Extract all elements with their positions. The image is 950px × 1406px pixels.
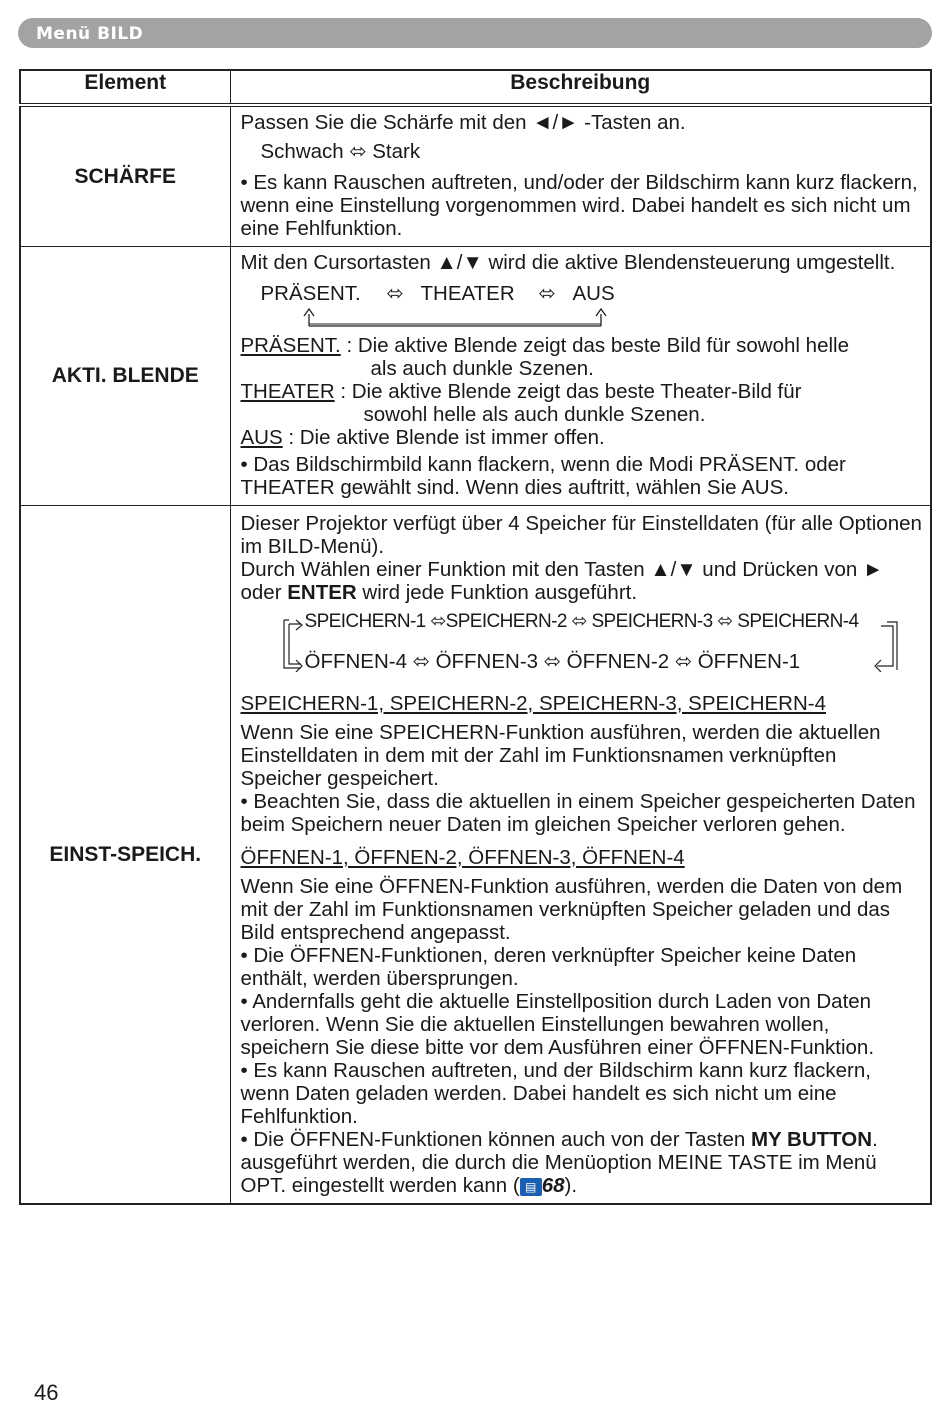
desc-text: sowohl helle als auch dunkle Szenen.	[363, 403, 706, 426]
cycle-row-save: SPEICHERN-1 ⬄SPEICHERN-2 ⬄ SPEICHERN-3 ⬄ SPEICHERN-4	[304, 611, 859, 632]
desc-text: Mit den Cursortasten ▲/▼ wird die aktive Blendensteuerung umgestellt.	[240, 251, 896, 274]
element-name: SCHÄRFE	[20, 105, 230, 247]
desc-text: wird jede Funktion ausgeführt.	[356, 581, 638, 604]
desc-text: als auch dunkle Szenen.	[370, 357, 594, 380]
mode-label: AUS	[240, 426, 283, 449]
my-button-label: MY BUTTON	[750, 1128, 873, 1151]
cycle-item: AUS	[572, 282, 615, 305]
element-description	[230, 247, 931, 506]
note-text: • Es kann Rauschen auftreten, und der Bildschirm kann kurz flackern, wenn Daten geladen werden. Dabei handelt es sich nicht um eine Fehlfunktion.	[240, 1059, 871, 1128]
desc-text: Dieser Projektor verfügt über 4 Speicher für Einstelldaten (für alle Optionen im BILD-Menü).	[240, 512, 922, 558]
cycle-diagram	[241, 604, 923, 674]
table-header-row	[20, 70, 931, 105]
note-text: • Beachten Sie, dass die aktuellen in einem Speicher gespeicherten Daten beim Speichern neuer Daten im gleichen Speicher verloren gehen.	[240, 790, 916, 836]
element-name: AKTI. BLENDE	[20, 247, 230, 506]
menu-table	[19, 69, 932, 1205]
note-text: • Andernfalls geht die aktuelle Einstellposition durch Laden von Daten verloren. Wenn Sie die aktuellen Einstellungen bewahren wollen, speichern Sie diese bitte vor dem Ausführen einer ÖFFNEN-Funktion.	[240, 990, 875, 1059]
col-header-description: Beschreibung	[230, 70, 931, 105]
section-banner	[18, 18, 932, 48]
cycle-row-open: ÖFFNEN-4 ⬄ ÖFFNEN-3 ⬄ ÖFFNEN-2 ⬄ ÖFFNEN-1	[304, 650, 801, 673]
section-title: Menü BILD	[36, 24, 144, 44]
desc-text: Passen Sie die Schärfe mit den ◄/► -Tasten an.	[240, 111, 686, 134]
desc-text: Schwach ⬄ Stark	[260, 140, 421, 163]
element-description	[230, 506, 931, 1205]
note-text: • Es kann Rauschen auftreten, und/oder der Bildschirm kann kurz flackern, wenn eine Einstellung vorgenommen wird. Dabei handelt es sich nicht um eine Fehlfunktion.	[240, 171, 918, 240]
page-number: 46	[34, 1380, 59, 1405]
subheading-save: SPEICHERN-1, SPEICHERN-2, SPEICHERN-3, SPEICHERN-4	[240, 692, 827, 715]
element-description	[230, 105, 931, 247]
note-text: • Die ÖFFNEN-Funktionen, deren verknüpfter Speicher keine Daten enthält, werden übersprungen.	[240, 944, 857, 990]
desc-text: : Die aktive Blende zeigt das beste Theater-Bild für	[334, 380, 802, 403]
mode-label: PRÄSENT.	[240, 334, 341, 357]
element-name: EINST-SPEICH.	[20, 506, 230, 1205]
enter-key-label: ENTER	[287, 581, 357, 604]
cycle-return-arrow	[301, 308, 611, 330]
note-text: ).	[564, 1174, 578, 1197]
table-row	[20, 247, 931, 506]
desc-text: : Die aktive Blende zeigt das beste Bild für sowohl helle	[340, 334, 849, 357]
desc-text: Durch Wählen einer Funktion mit den Tasten ▲/▼ und Drücken von ► oder	[240, 558, 884, 604]
desc-text: Wenn Sie eine SPEICHERN-Funktion ausführen, werden die aktuellen Einstelldaten in dem mit der Zahl im Funktionsnamen verknüpften Speicher gespeichert.	[240, 721, 881, 790]
note-text: . ausgeführt werden, die durch die Menüoption MEINE TASTE im Menü OPT. eingestellt werden kann (	[240, 1128, 878, 1197]
page-reference[interactable]: 68	[541, 1174, 565, 1197]
cycle-arrow: ⬄	[386, 282, 404, 305]
note-text: • Das Bildschirmbild kann flackern, wenn die Modi PRÄSENT. oder THEATER gewählt sind. Wenn dies auftritt, wählen Sie AUS.	[240, 453, 846, 499]
table-row	[20, 105, 931, 247]
cycle-arrow: ⬄	[538, 282, 556, 305]
cycle-item: PRÄSENT.	[260, 282, 361, 305]
col-header-element: Element	[20, 70, 230, 105]
desc-text: : Die aktive Blende ist immer offen.	[282, 426, 605, 449]
mode-label: THEATER	[240, 380, 335, 403]
cycle-diagram	[241, 274, 923, 334]
table-row	[20, 506, 931, 1205]
subheading-open: ÖFFNEN-1, ÖFFNEN-2, ÖFFNEN-3, ÖFFNEN-4	[240, 846, 685, 869]
note-text: • Die ÖFFNEN-Funktionen können auch von der Tasten	[240, 1128, 751, 1151]
book-icon: ▤	[520, 1178, 542, 1196]
cycle-item: THEATER	[420, 282, 515, 305]
desc-text: Wenn Sie eine ÖFFNEN-Funktion ausführen, werden die Daten von dem mit der Zahl im Funktionsnamen verknüpften Speicher geladen und das Bild entsprechend angepasst.	[240, 875, 903, 944]
